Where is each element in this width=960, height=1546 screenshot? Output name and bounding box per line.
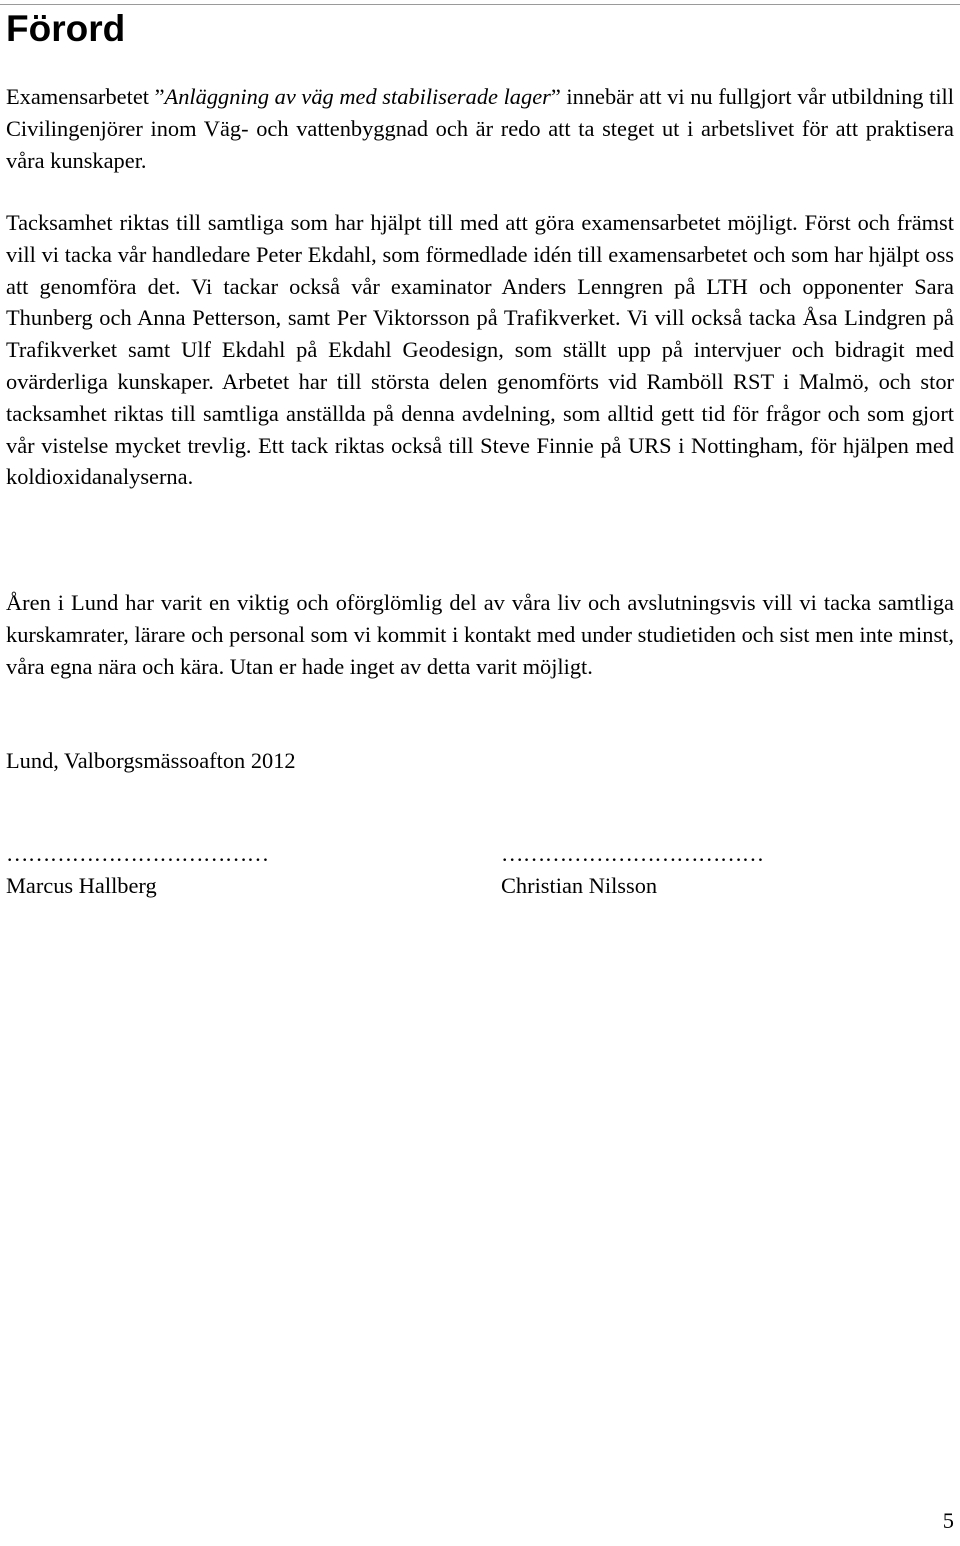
- paragraph-acknowledgements: Tacksamhet riktas till samtliga som har hjälpt till med att göra examensarbetet möjligt. Först och främst vill vi tacka vår handledare Peter Ekdahl, som förmedlade idén till examensarbetet och som har hjälpt oss att genomföra det. Vi tackar också vår examinator Anders Lenngren på LTH och opponenter Sara Thunberg och Anna Petterson, samt Per Viktorsson på Trafikverket. Vi vill också tacka Åsa Lindgren på Trafikverket samt Ulf Ekdahl på Ekdahl Geodesign, som ställt upp på intervjuer och bidragit med ovärderliga kunskaper. Arbetet har till största delen genomförts vid Ramböll RST i Malmö, och stor tacksamhet riktas till samtliga anställda på denna avdelning, som alltid gett tid för frågor och som gjort vår vistelse mycket trevlig. Ett tack riktas också till Steve Finnie på URS i Nottingham, för hjälpen med koldioxidanalyserna.: [6, 210, 954, 490]
- signature-line: ………………………………: [6, 841, 269, 866]
- place-and-date: Lund, Valborgsmässoafton 2012: [6, 748, 296, 773]
- paragraph-closing: Åren i Lund har varit en viktig och oförglömlig del av våra liv och avslutningsvis vill vi tacka samtliga kurskamrater, lärare och personal som vi kommit i kontakt med under studietiden och sist men inte minst, våra egna nära och kära. Utan er hade inget av detta varit möjligt.: [6, 590, 954, 679]
- page-number: 5: [942, 1508, 954, 1533]
- signature-block-1: [6, 838, 269, 902]
- signature-name: Marcus Hallberg: [6, 873, 157, 898]
- intro-text-end: ” innebär att vi nu fullgjort vår utbildning till Civilingenjörer inom Väg- och vattenbyggnad och är redo att ta steget ut i arbetslivet för att praktisera våra kunskaper.: [6, 84, 954, 173]
- thesis-title: Anläggning av väg med stabiliserade lager: [164, 84, 551, 109]
- signature-name: Christian Nilsson: [501, 873, 658, 898]
- paragraph-intro: [6, 81, 954, 176]
- intro-text-start: Examensarbetet ”: [6, 84, 165, 109]
- signature-line: ………………………………: [501, 841, 764, 866]
- page-heading: Förord: [6, 8, 126, 49]
- top-border-line: [0, 4, 960, 5]
- signature-block-2: [501, 838, 764, 902]
